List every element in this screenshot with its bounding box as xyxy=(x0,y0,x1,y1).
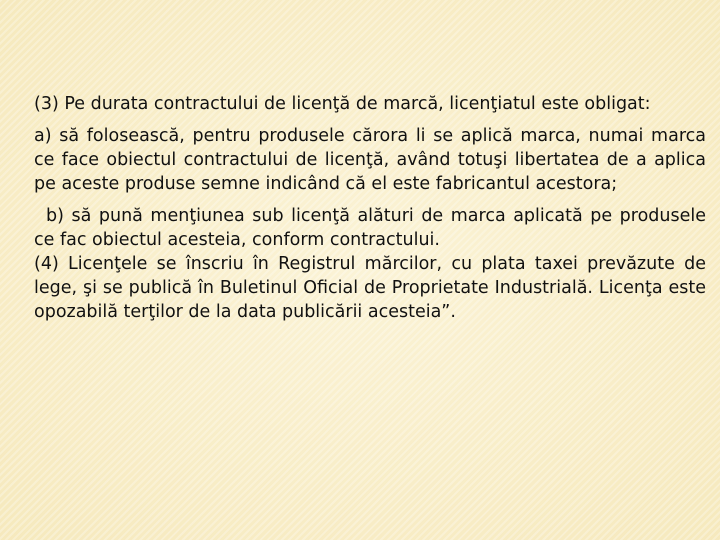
paragraph-b: b) să pună menţiunea sub licenţă alături de marca aplicată pe produsele ce fac obiectul acesteia, conform contractului. xyxy=(34,206,706,250)
text-body xyxy=(34,92,706,332)
paragraph-3: (3) Pe durata contractului de licenţă de marcă, licenţiatul este obligat: xyxy=(34,94,651,114)
paragraph-4: (4) Licenţele se înscriu în Registrul mărcilor, cu plata taxei prevăzute de lege, şi se publică în Buletinul Oficial de Proprietate Industrială. Licenţa este opozabilă terţilor de la data publicării acesteia”. xyxy=(34,254,706,322)
paragraph-a: a) să folosească, pentru produsele cărora li se aplică marca, numai marca ce face obiectul contractului de licenţă, având totuşi libertatea de a aplica pe aceste produse semne indicând că el este fabricantul acestora; xyxy=(34,126,706,194)
